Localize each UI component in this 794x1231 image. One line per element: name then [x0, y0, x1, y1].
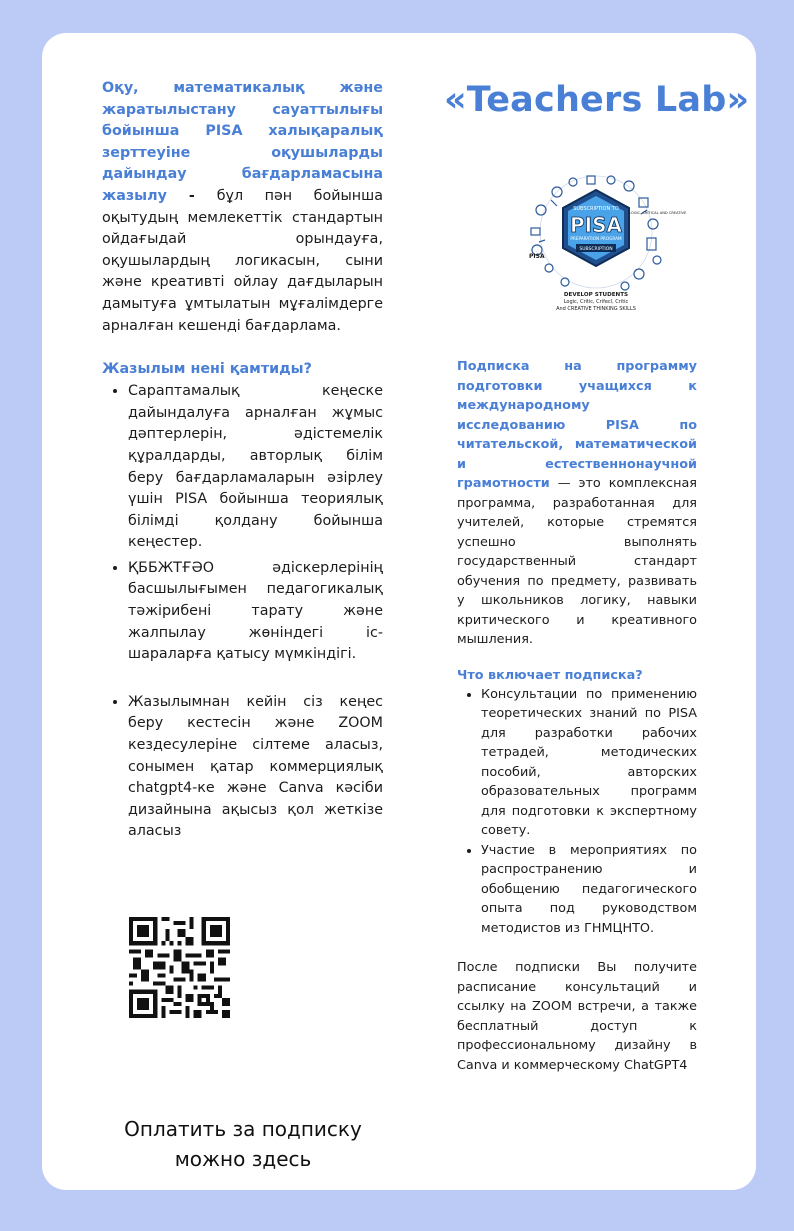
badge-ribbon-text: SUBSCRIPTION: [579, 247, 613, 252]
ru-list-item: • Участие в мероприятиях по распространению и обобщению педагогического опыта под руководством методистов из ГНМЦНТО.: [481, 841, 697, 939]
pay-caption: Оплатить за подписку можно здесь: [124, 1117, 362, 1171]
page-title: «Teachers Lab»: [444, 80, 750, 120]
ru-heading: Что включает подписка?: [457, 667, 643, 683]
kk-intro-highlight: Оқу, математикалық және жаратылыстану сауаттылығы бойынша PISA халықаралық зерттеуіне оқушыларды дайындау бағдарламасына жазылу: [102, 80, 383, 204]
kk-list-item: • Жазылымнан кейін сіз кеңес беру кестесін және ZOOM кездесулеріне сілтеме аласыз, сонымен қатар коммерциялық chatgpt4-ке және Canva кәсіби дизайнына ақысыз қол жеткізе аласыз: [128, 692, 383, 843]
ru-intro-text: это комплексная программа, разработанная для учителей, которые стремятся успешно выполнять государственный стандарт обучения по предмету, развивать у школьников логику, навыки критического и креативного мышления.: [457, 476, 698, 647]
pisa-illustration: [521, 170, 687, 315]
kk-intro: [102, 78, 383, 337]
bottom-line-2: Logic, Critic, Crifecl, Critic: [563, 299, 629, 305]
kazakh-column: [102, 78, 383, 847]
kk-intro-text: бұл пән бойынша оқытудың мемлекеттік стандартын ойдағыдай орындауға, оқушылардың логикасын, сыни және креативті ойлау дағдыларын дамытуға ұмтылатын мұғалімдерге арналған кешенді бағдарлама.: [102, 187, 383, 334]
ru-outro: После подписки Вы получите расписание консультаций и ссылку на ZOOM встречи, а также бесплатный доступ к профессиональному дизайну в Canva и коммерческому ChatGPT4: [457, 960, 697, 1073]
kk-list-item: • Сараптамалық кеңеске дайындалуға арналған жұмыс дәптерлерін, әдістемелік құралдарды, авторлық білім беру бағдарламаларын әзірлеу үшін PISA бойынша теориялық білімді қолдану бойынша кеңестер.: [128, 381, 383, 554]
russian-column: [457, 357, 697, 1075]
kk-list: [102, 381, 383, 843]
bottom-line-3: And CREATIVE THINKING SKILLS: [556, 306, 636, 312]
badge-top-text: SUBSCRIPTION TO: [573, 206, 619, 212]
ru-intro: [457, 357, 697, 650]
badge: [563, 190, 629, 266]
ru-list: [457, 685, 697, 939]
ru-list-item: • Консультации по применению теоретических знаний по PISA для разработки рабочих тетрадей, методических пособий, авторских образовательных программ для подготовки к экспертному совету.: [481, 685, 697, 841]
badge-main-text: PISA: [570, 213, 622, 237]
kk-list-item: • ҚББЖТҒӘО әдіскерлерінің басшылығымен педагогикалық тәжірибені тарату және жалпылау жөніндегі іс-шараларға қатысу мүмкіндігі.: [128, 558, 383, 666]
bottom-line-1: DEVELOP STUDENTS: [563, 292, 629, 298]
right-label: LOGIC, CRITICAL AND CREATIVE: [629, 211, 687, 215]
qr-code[interactable]: [129, 917, 230, 1018]
ru-intro-dash: —: [549, 476, 579, 491]
ru-intro-highlight: Подписка на программу подготовки учащихся к международному исследованию PISA по читательской, математической и естественнонаучной грамотности: [457, 359, 697, 491]
kk-intro-dash: -: [166, 187, 217, 204]
badge-sub-text: PREPARATION PROGRAM: [570, 236, 622, 241]
side-label: PISA: [529, 253, 545, 260]
kk-heading: Жазылым нені қамтиды?: [102, 361, 312, 378]
